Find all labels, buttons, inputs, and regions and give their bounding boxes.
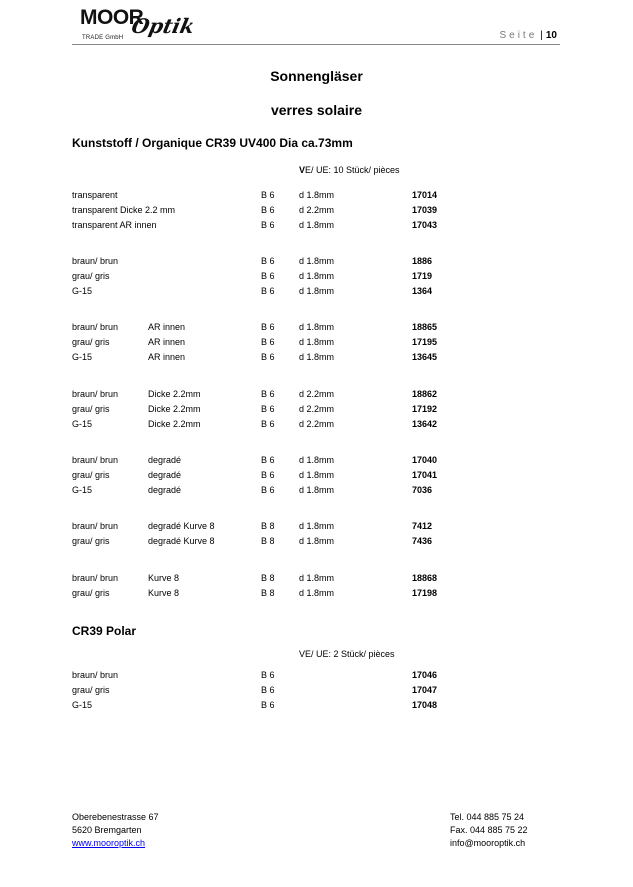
row-article-code: 17198: [412, 588, 438, 598]
row-diameter: d 1.8mm: [299, 536, 335, 546]
row-article-code: 17041: [412, 470, 438, 480]
row-extra: degradé Kurve 8: [148, 536, 215, 546]
row-base-curve: B 6: [261, 389, 275, 399]
row-color: grau/ gris: [72, 588, 110, 598]
product-row: [72, 588, 472, 600]
row-base-curve: B 6: [261, 190, 275, 200]
row-base-curve: B 8: [261, 588, 275, 598]
footer-tel: Tel. 044 885 75 24: [450, 812, 525, 822]
page-separator: |: [540, 30, 543, 41]
row-diameter: d 2.2mm: [299, 389, 335, 399]
footer-fax: Fax. 044 885 75 22: [450, 825, 528, 835]
row-diameter: d 1.8mm: [299, 322, 335, 332]
row-color: grau/ gris: [72, 685, 110, 695]
product-row: [72, 256, 472, 268]
row-color: braun/ brun: [72, 670, 119, 680]
row-extra: Dicke 2.2mm: [148, 419, 201, 429]
title-german: Sonnengläser: [270, 68, 363, 84]
logo-optik-text: Optik: [129, 14, 197, 38]
row-diameter: d 1.8mm: [299, 286, 335, 296]
product-row: [72, 521, 472, 533]
row-extra: Dicke 2.2mm: [148, 389, 201, 399]
logo-trade-text: TRADE GmbH: [82, 35, 124, 41]
footer-website-link[interactable]: www.mooroptik.ch: [72, 838, 146, 848]
row-base-curve: B 6: [261, 352, 275, 362]
row-diameter: d 1.8mm: [299, 470, 335, 480]
page-word: Seite: [499, 30, 538, 41]
section-heading-polar: CR39 Polar: [72, 624, 137, 638]
product-row: [72, 455, 472, 467]
row-color: grau/ gris: [72, 337, 110, 347]
row-base-curve: B 6: [261, 286, 275, 296]
row-base-curve: B 6: [261, 256, 275, 266]
product-row: [72, 271, 472, 283]
row-color: grau/ gris: [72, 470, 110, 480]
row-article-code: 18865: [412, 322, 438, 332]
row-base-curve: B 8: [261, 536, 275, 546]
row-article-code: 1886: [412, 256, 433, 266]
product-row: [72, 670, 472, 682]
row-article-code: 17048: [412, 700, 438, 710]
row-article-code: 17192: [412, 404, 438, 414]
row-color: braun/ brun: [72, 521, 119, 531]
row-base-curve: B 6: [261, 670, 275, 680]
row-color: grau/ gris: [72, 271, 110, 281]
row-color: braun/ brun: [72, 322, 119, 332]
row-extra: AR innen: [148, 337, 186, 347]
row-base-curve: B 8: [261, 573, 275, 583]
row-base-curve: B 6: [261, 205, 275, 215]
row-diameter: d 1.8mm: [299, 271, 335, 281]
header-divider: [72, 44, 560, 45]
row-diameter: d 1.8mm: [299, 337, 335, 347]
row-diameter: d 1.8mm: [299, 455, 335, 465]
row-extra: degradé: [148, 470, 182, 480]
row-color: grau/ gris: [72, 536, 110, 546]
row-diameter: d 2.2mm: [299, 419, 335, 429]
row-color: G-15: [72, 352, 93, 362]
row-article-code: 7436: [412, 536, 433, 546]
row-diameter: d 2.2mm: [299, 205, 335, 215]
product-row: [72, 190, 472, 202]
row-base-curve: B 6: [261, 337, 275, 347]
footer-address: [72, 811, 159, 850]
row-article-code: 13645: [412, 352, 438, 362]
row-base-curve: B 6: [261, 220, 275, 230]
row-color: braun/ brun: [72, 573, 119, 583]
product-row: [72, 205, 472, 217]
product-row: [72, 685, 472, 697]
row-article-code: 17047: [412, 685, 438, 695]
row-color: grau/ gris: [72, 404, 110, 414]
row-diameter: d 1.8mm: [299, 485, 335, 495]
row-color: G-15: [72, 700, 93, 710]
row-base-curve: B 6: [261, 455, 275, 465]
row-article-code: 17040: [412, 455, 438, 465]
row-article-code: 17046: [412, 670, 438, 680]
row-diameter: d 1.8mm: [299, 220, 335, 230]
footer-email: info@mooroptik.ch: [450, 838, 526, 848]
row-article-code: 1364: [412, 286, 433, 296]
product-row: [72, 352, 472, 364]
product-row: [72, 286, 472, 298]
row-base-curve: B 6: [261, 419, 275, 429]
row-article-code: 17195: [412, 337, 438, 347]
ve-prefix: V: [299, 165, 306, 175]
row-color: braun/ brun: [72, 256, 119, 266]
product-row: [72, 573, 472, 585]
section1-packaging-unit: [299, 165, 400, 175]
row-extra: AR innen: [148, 322, 186, 332]
product-row: [72, 485, 472, 497]
title-french: verres solaire: [270, 102, 363, 118]
row-article-code: 17014: [412, 190, 438, 200]
page-number-label: [499, 30, 557, 41]
row-color: transparent AR innen: [72, 220, 157, 230]
row-diameter: d 1.8mm: [299, 352, 335, 362]
section2-packaging-unit: VE/ UE: 2 Stück/ pièces: [299, 649, 395, 659]
row-diameter: d 1.8mm: [299, 573, 335, 583]
footer-street: Oberebenestrasse 67: [72, 812, 159, 822]
row-diameter: d 1.8mm: [299, 588, 335, 598]
row-diameter: d 1.8mm: [299, 256, 335, 266]
row-color: G-15: [72, 286, 93, 296]
product-row: [72, 470, 472, 482]
product-row: [72, 700, 472, 712]
row-article-code: 18868: [412, 573, 438, 583]
row-base-curve: B 6: [261, 404, 275, 414]
footer-contact: [450, 811, 528, 850]
row-color: G-15: [72, 419, 93, 429]
row-color: braun/ brun: [72, 455, 119, 465]
ve-rest: E/ UE: 10 Stück/ pièces: [305, 165, 400, 175]
row-article-code: 17043: [412, 220, 438, 230]
row-extra: AR innen: [148, 352, 186, 362]
row-article-code: 17039: [412, 205, 438, 215]
row-extra: degradé: [148, 485, 182, 495]
row-diameter: d 2.2mm: [299, 404, 335, 414]
row-article-code: 7036: [412, 485, 433, 495]
row-base-curve: B 6: [261, 322, 275, 332]
row-color: braun/ brun: [72, 389, 119, 399]
row-base-curve: B 6: [261, 700, 275, 710]
product-row: [72, 337, 472, 349]
row-extra: degradé Kurve 8: [148, 521, 215, 531]
row-base-curve: B 6: [261, 470, 275, 480]
product-row: [72, 220, 472, 232]
row-base-curve: B 6: [261, 485, 275, 495]
footer-city: 5620 Bremgarten: [72, 825, 142, 835]
row-color: transparent: [72, 190, 118, 200]
product-row: [72, 536, 472, 548]
row-base-curve: B 6: [261, 685, 275, 695]
row-color: transparent Dicke 2.2 mm: [72, 205, 176, 215]
row-extra: Dicke 2.2mm: [148, 404, 201, 414]
page-number: 10: [545, 30, 557, 41]
row-extra: Kurve 8: [148, 573, 180, 583]
product-row: [72, 322, 472, 334]
row-article-code: 1719: [412, 271, 433, 281]
row-extra: Kurve 8: [148, 588, 180, 598]
row-article-code: 7412: [412, 521, 433, 531]
section-heading-kunststoff: Kunststoff / Organique CR39 UV400 Dia ca.73mm: [72, 136, 353, 150]
row-color: G-15: [72, 485, 93, 495]
product-row: [72, 389, 472, 401]
logo-moor-text: MOOR: [80, 6, 144, 29]
row-diameter: d 1.8mm: [299, 190, 335, 200]
row-diameter: d 1.8mm: [299, 521, 335, 531]
row-base-curve: B 8: [261, 521, 275, 531]
row-extra: degradé: [148, 455, 182, 465]
row-base-curve: B 6: [261, 271, 275, 281]
product-row: [72, 419, 472, 431]
product-row: [72, 404, 472, 416]
row-article-code: 18862: [412, 389, 438, 399]
row-article-code: 13642: [412, 419, 438, 429]
company-logo: [80, 4, 197, 46]
